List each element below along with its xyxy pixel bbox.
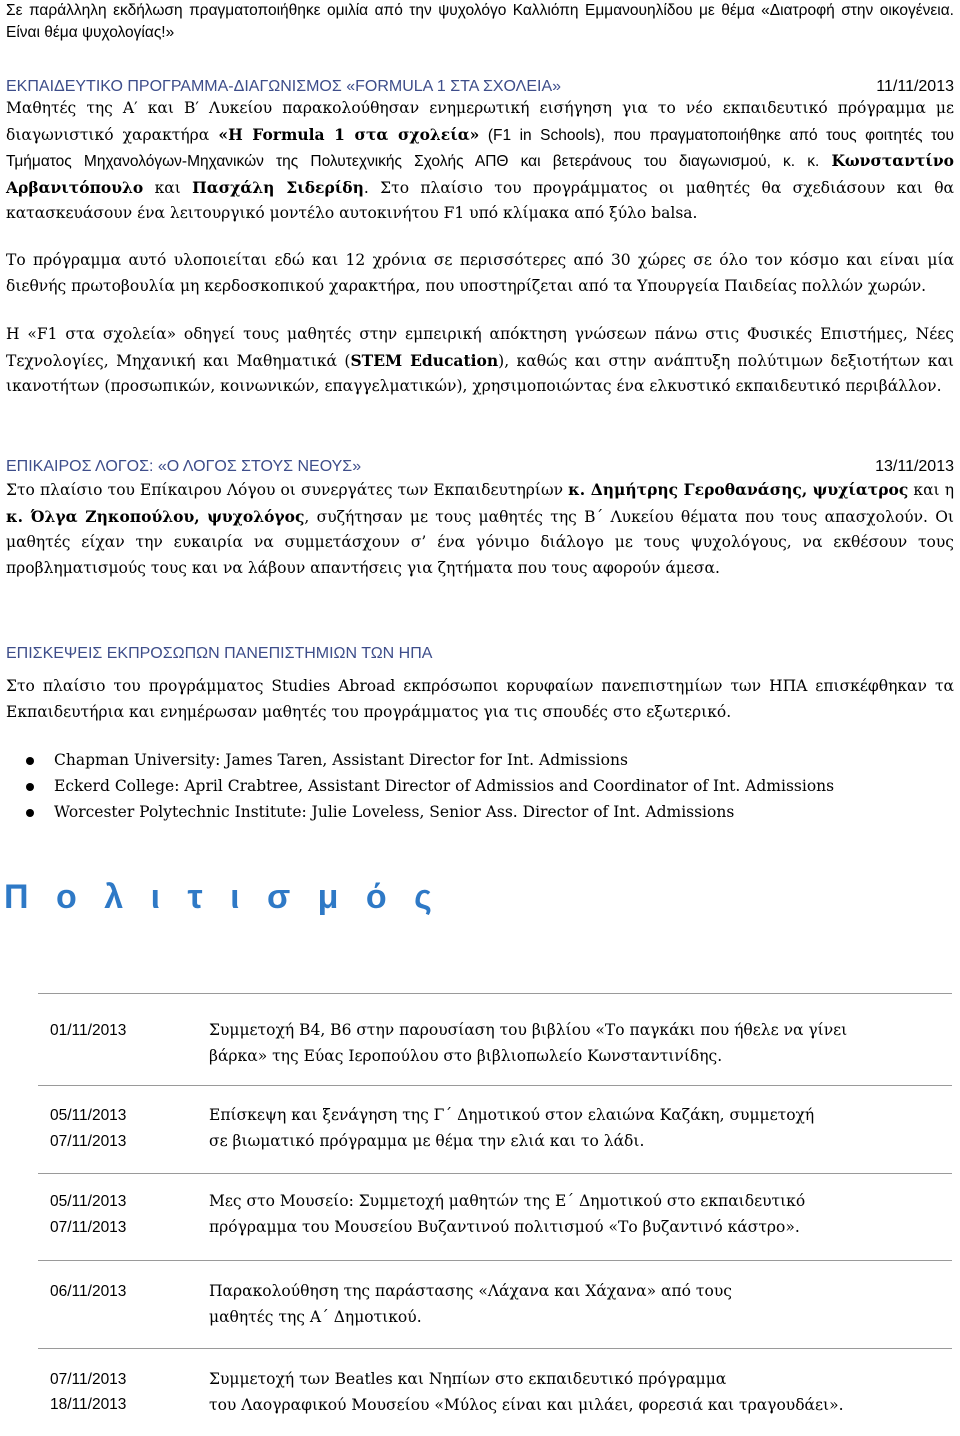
formula-paragraph-3 bbox=[6, 322, 954, 400]
bullet-icon bbox=[26, 809, 34, 817]
event-date: 07/11/2013 bbox=[50, 1219, 127, 1236]
speaker-name-1: Κωνσταντίνο Αρβανιτόπουλο bbox=[6, 151, 954, 197]
formula-p3-text: Η «F1 στα σχολεία» οδηγεί τους μαθητές στην εμπειρική απόκτηση γνώσεων πάνω στις Φυσικές Επιστήμες, Νέες Τεχνολογίες, Μηχανική και Μαθηματικά ( bbox=[6, 325, 954, 370]
event-date: 05/11/2013 bbox=[50, 1107, 127, 1124]
culture-heading: Π ο λ ι τ ι σ μ ό ς bbox=[4, 878, 441, 916]
divider bbox=[38, 993, 952, 994]
event-description bbox=[209, 1103, 949, 1154]
formula-paragraph-1 bbox=[6, 96, 954, 227]
event-line: Συμμετοχή Β4, Β6 στην παρουσίαση του βιβλίου «Το παγκάκι που ήθελε να γίνει bbox=[209, 1021, 848, 1039]
speaker-psychologist: κ. Όλγα Ζηκοπούλου, ψυχολόγος bbox=[6, 506, 305, 526]
logos-text: Στο πλαίσιο του Επίκαιρου Λόγου οι συνεργάτες των Εκπαιδευτηρίων bbox=[6, 481, 569, 499]
event-line: πρόγραμμα του Μουσείου Βυζαντινού πολιτισμού «Το βυζαντινό κάστρο». bbox=[209, 1217, 800, 1236]
visits-section-title: ΕΠΙΣΚΕΨΕΙΣ ΕΚΠΡΟΣΩΠΩΝ ΠΑΝΕΠΙΣΤΗΜΙΩΝ ΤΩΝ ΗΠΑ bbox=[6, 645, 433, 662]
event-line: του Λαογραφικού Μουσείου «Μύλος είναι και μιλάει, φορεσιά και τραγουδάει». bbox=[209, 1395, 844, 1414]
logos-paragraph bbox=[6, 477, 954, 581]
event-description bbox=[209, 1189, 949, 1240]
bullet-icon bbox=[26, 757, 34, 765]
event-date: 06/11/2013 bbox=[50, 1283, 127, 1300]
list-item-text: Worcester Polytechnic Institute: Julie Loveless, Senior Ass. Director of Int. Admissions bbox=[54, 803, 735, 821]
logos-section-header bbox=[6, 456, 954, 478]
event-description bbox=[209, 1367, 949, 1418]
intro-paragraph: Σε παράλληλη εκδήλωση πραγματοποιήθηκε ομιλία από την ψυχολόγο Καλλιόπη Εμμανουηλίδου με θέμα «Διατροφή στην οικογένεια. Είναι θέμα ψυχολογίας!» bbox=[6, 2, 954, 41]
divider bbox=[38, 1173, 952, 1174]
event-line: Μες στο Μουσείο: Συμμετοχή μαθητών της Ε΄ Δημοτικού στο εκπαιδευτικό bbox=[209, 1192, 806, 1210]
visits-paragraph: Στο πλαίσιο του προγράμματος Studies Abroad εκπρόσωποι κορυφαίων πανεπιστημίων των ΗΠΑ επισκέφθηκαν τα Εκπαιδευτήρια και ενημέρωσαν μαθητές του προγράμματος για τις σπουδές στο εξωτερικό. bbox=[6, 677, 954, 721]
logos-conjunction: και η bbox=[908, 481, 955, 499]
list-item-text: Eckerd College: April Crabtree, Assistant Director of Admissios and Coordinator of Int. Admissions bbox=[54, 777, 835, 795]
logos-section-title: ΕΠΙΚΑΙΡΟΣ ΛΟΓΟΣ: «Ο ΛΟΓΟΣ ΣΤΟΥΣ ΝΕΟΥΣ» bbox=[6, 458, 362, 475]
formula-section-header bbox=[6, 76, 954, 98]
event-line: Συμμετοχή των Beatles και Νηπίων στο εκπαιδευτικό πρόγραμμα bbox=[209, 1370, 727, 1388]
speaker-name-2: Πασχάλη Σιδερίδη bbox=[192, 177, 364, 197]
divider bbox=[38, 1260, 952, 1261]
formula-section-date: 11/11/2013 bbox=[876, 78, 954, 95]
divider bbox=[38, 1348, 952, 1349]
logos-section-date: 13/11/2013 bbox=[875, 458, 954, 475]
formula-paragraph-2: Το πρόγραμμα αυτό υλοποιείται εδώ και 12 χρόνια σε περισσότερες από 30 χώρες σε όλο τον κόσμο και είναι μία διεθνής πρωτοβουλία μη κερδοσκοπικού χαρακτήρα, που υποστηρίζεται από τα Υπουργεία Παιδείας πολλών χωρών. bbox=[6, 251, 954, 295]
bullet-icon bbox=[26, 783, 34, 791]
event-line: Επίσκεψη και ξενάγηση της Γ΄ Δημοτικού στον ελαιώνα Καζάκη, συμμετοχή bbox=[209, 1106, 815, 1124]
logos-text-2: , συζήτησαν με τους μαθητές της Β΄ Λυκείου θέματα που τους απασχολούν. Οι μαθητές είχαν την ευκαιρία να συμμετάσχουν σ’ ένα γόνιμο διάλογο με τους ψυχολόγους, να εκθέσουν τους προβληματισμούς τους και να λάβουν απαντήσεις για ζητήματα που τους αφορούν άμεσα. bbox=[6, 507, 954, 577]
event-line: σε βιωματικό πρόγραμμα με θέμα την ελιά και το λάδι. bbox=[209, 1131, 645, 1150]
formula-p1-text: Μαθητές της Α′ και Β′ Λυκείου παρακολούθησαν ενημερωτική εισήγηση για το νέο εκπαιδευτικό πρόγραμμα με διαγωνιστικό χαρακτήρα bbox=[6, 99, 954, 144]
event-date: 07/11/2013 bbox=[50, 1371, 127, 1388]
event-line: μαθητές της Α΄ Δημοτικού. bbox=[209, 1307, 422, 1326]
formula-p1-text-3: . Στο πλαίσιο του προγράμματος οι μαθητές θα σχεδιάσουν και θα κατασκευάσουν ένα λειτουργικό μοντέλο αυτοκινήτου F1 υπό κλίμακα από ξύλο balsa. bbox=[6, 178, 955, 222]
stem-education-term: STEM Education bbox=[350, 350, 499, 370]
event-line: βάρκα» της Εύας Ιεροπούλου στο βιβλιοπωλείο Κωνσταντινίδης. bbox=[209, 1046, 723, 1065]
speaker-psychiatrist: κ. Δημήτρης Γεροθανάσης, ψυχίατρος bbox=[568, 480, 909, 499]
event-date: 01/11/2013 bbox=[50, 1022, 127, 1039]
conjunction-text: και bbox=[143, 178, 193, 197]
event-description bbox=[209, 1279, 949, 1330]
event-date: 18/11/2013 bbox=[50, 1396, 127, 1413]
formula-p1-text-2: (F1 in Schools), που πραγματοποιήθηκε από τους φοιτητές του Τμήματος Μηχανολόγων-Μηχανικών της Πολυτεχνικής Σχολής ΑΠΘ και βετεράνους του διαγωνισμού, κ. κ. bbox=[6, 126, 955, 170]
formula-p3-text-2: ), καθώς και στην ανάπτυξη πολύτιμων δεξιοτήτων και ικανοτήτων (προσωπικών, κοινωνικών, επαγγελματικών), χρησιμοποιώντας ένα ελκυστικό εκπαιδευτικό περιβάλλον. bbox=[6, 351, 955, 395]
formula-section-title: ΕΚΠΑΙΔΕΥΤΙΚΟ ΠΡΟΓΡΑΜΜΑ-ΔΙΑΓΩΝΙΣΜΟΣ «FORMULA 1 ΣΤΑ ΣΧΟΛΕΙΑ» bbox=[6, 78, 562, 95]
event-line: Παρακολούθηση της παράστασης «Λάχανα και Χάχανα» από τους bbox=[209, 1282, 732, 1300]
event-description bbox=[209, 1018, 949, 1069]
event-date: 05/11/2013 bbox=[50, 1193, 127, 1210]
list-item-text: Chapman University: James Taren, Assistant Director for Int. Admissions bbox=[54, 751, 628, 769]
event-date: 07/11/2013 bbox=[50, 1133, 127, 1150]
visits-section-header bbox=[6, 643, 954, 665]
divider bbox=[38, 1085, 952, 1086]
formula-program-name: «Η Formula 1 στα σχολεία» bbox=[218, 124, 480, 144]
